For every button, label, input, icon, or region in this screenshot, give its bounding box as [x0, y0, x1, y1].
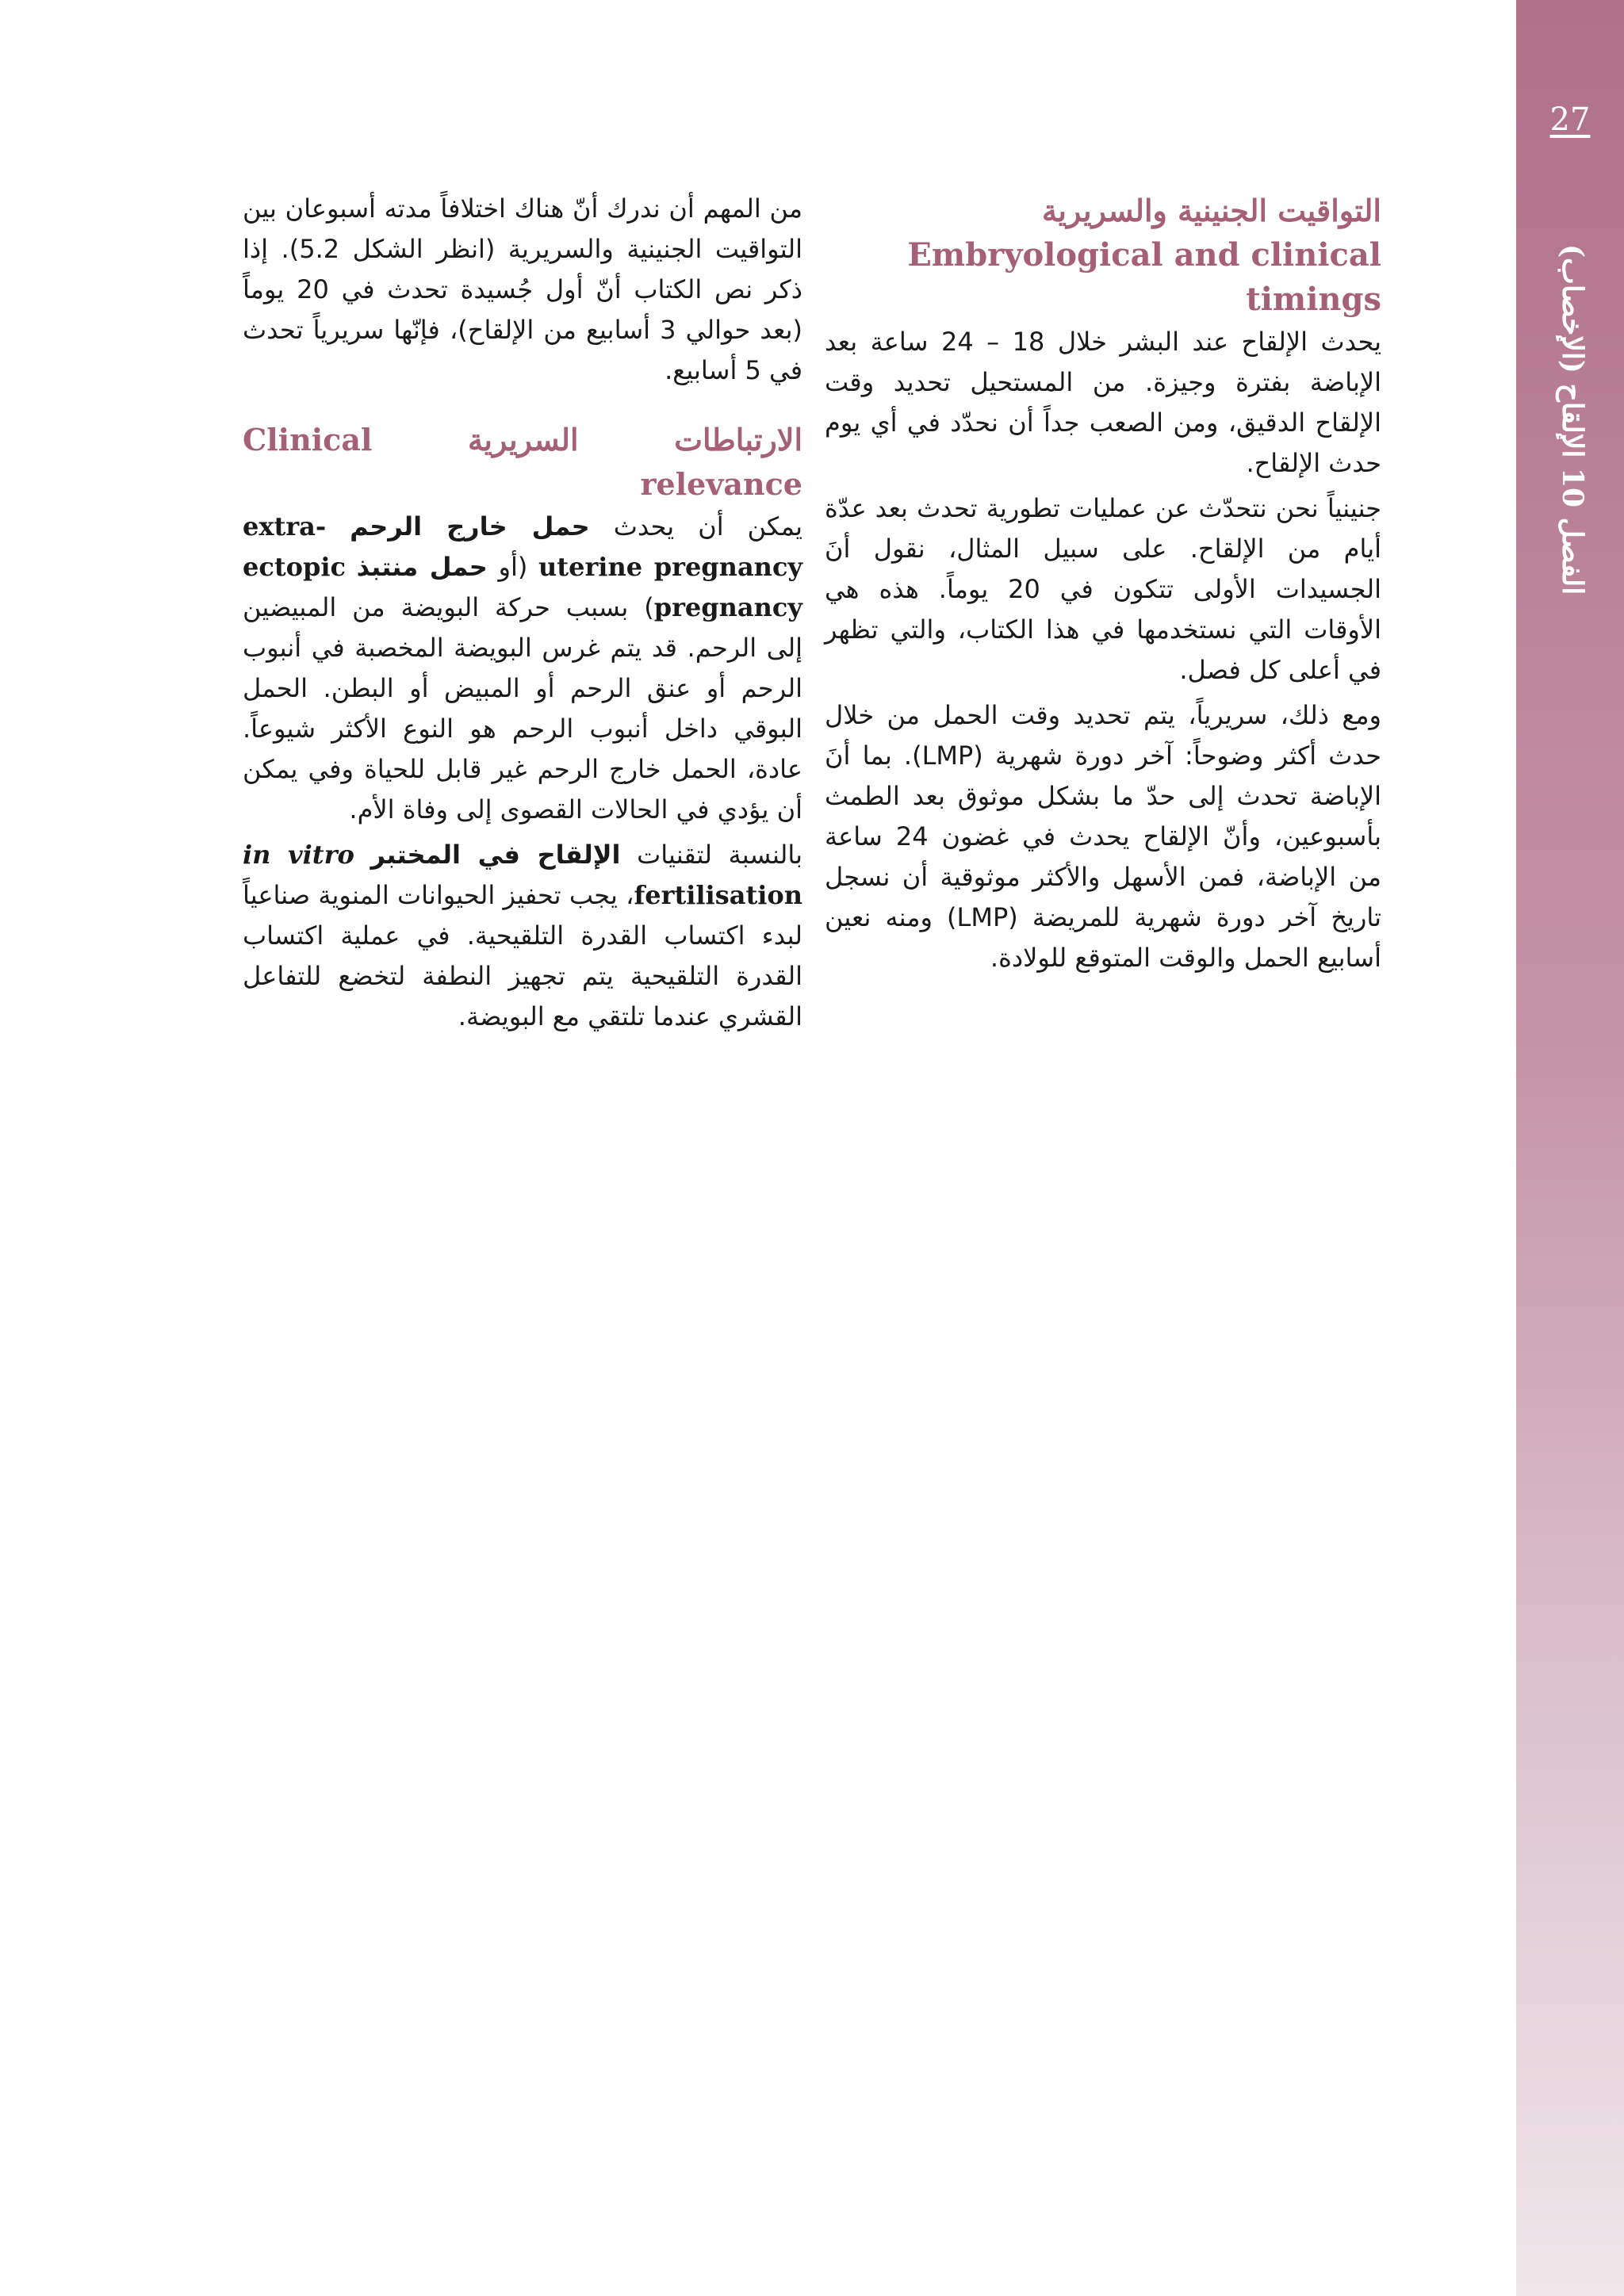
left-column [243, 189, 802, 1042]
term-fertilisation: fertilisation [634, 880, 802, 910]
chapter-title: الفصل 10 الإلقاح (الإخصاب) [1556, 243, 1589, 595]
section-heading-english: Embryological and clinical timings [907, 236, 1381, 318]
term-ectopic-arabic: حمل منتبذ [356, 552, 488, 582]
term-extrauterine-english: extra-uterine pregnancy [243, 511, 803, 582]
paragraph-ivf [243, 835, 802, 1037]
text-run: (أو [487, 552, 539, 582]
paragraph-ectopic-pregnancy [243, 507, 802, 830]
paragraph-embryological-timing: جنينياً نحن نتحدّث عن عمليات تطورية تحدث بعد عدّة أيام من الإلقاح. على سبيل المثال، نقول أنَ الجسيدات الأولى تتكون في 20 يوماً. هذه هي الأوقات التي نستخدمها في هذا الكتاب، والتي تظهر في أعلى كل فصل. [825, 493, 1381, 685]
term-extrauterine-arabic: حمل خارج الرحم [350, 511, 590, 541]
text-run: يمكن أن يحدث [589, 511, 803, 541]
clinical-relevance-heading-arabic: الارتباطات السريرية [468, 422, 802, 457]
page-number: 27 [1549, 101, 1591, 138]
paragraph-timing-difference: من المهم أن ندرك أنّ هناك اختلافاً مدته أسبوعان بين التواقيت الجنينية والسريرية (انظر الشكل 5.2). إذا ذكر نص الكتاب أنّ أول جُسيدة تحدث في 20 يوماً (بعد حوالي 3 أسابيع من الإلقاح)، فإنّها سريرياً تحدث في 5 أسابيع. [243, 193, 803, 385]
term-ivf-arabic: الإلقاح في المختبر [370, 840, 621, 870]
chapter-sidebar [1516, 0, 1624, 2296]
text-run: ، يجب تحفيز الحيوانات المنوية صناعياً لبدء اكتساب القدرة التلقيحية. في عملية اكتساب القدرة التلقيحية يتم تجهيز النطفة لتخضع للتفاعل القشري عندما تلتقي مع البويضة. [243, 880, 802, 1031]
term-ectopic-english: ectopic pregnancy [243, 552, 802, 622]
section-heading-arabic: التواقيت الجنينية والسريرية [1042, 193, 1381, 228]
paragraph-fertilisation-timing: يحدث الإلقاح عند البشر خلال 18 – 24 ساعة بعد الإباضة بفترة وجيزة. من المستحيل تحديد وقت الإلقاح الدقيق، ومن الصعب جداً أن نحدّد في أي يوم حدث الإلقاح. [825, 327, 1382, 478]
term-in-vitro: in vitro [243, 840, 354, 870]
paragraph-clinical-timing: ومع ذلك، سريرياً، يتم تحديد وقت الحمل من خلال حدث أكثر وضوحاً: آخر دورة شهرية (LMP). بما أنَ الإباضة تحدث إلى حدّ ما بشكل موثوق بعد الطمث بأسبوعين، وأنّ الإلقاح يحدث في غضون 24 ساعة من الإباضة، فمن الأسهل والأكثر موثوقية أن نسجل تاريخ آخر دورة شهرية للمريضة (LMP) ومنه نعين أسابيع الحمل والوقت المتوقع للولادة. [825, 700, 1382, 973]
text-run: بالنسبة لتقنيات [620, 840, 803, 870]
right-column [825, 189, 1381, 983]
clinical-relevance-heading [243, 418, 802, 507]
clinical-relevance-heading-english: Clinical relevance [243, 422, 802, 502]
text-run: ) بسبب حركة البويضة من المبيضين إلى الرحم. قد يتم غرس البويضة المخصبة في أنبوب الرحم أو عنق الرحم أو المبيض أو البطن. الحمل البوقي داخل أنبوب الرحم هو النوع الأكثر شيوعاً. عادة، الحمل خارج الرحم غير قابل للحياة وفي يمكن أن يؤدي في الحالات القصوى إلى وفاة الأم. [243, 592, 802, 825]
